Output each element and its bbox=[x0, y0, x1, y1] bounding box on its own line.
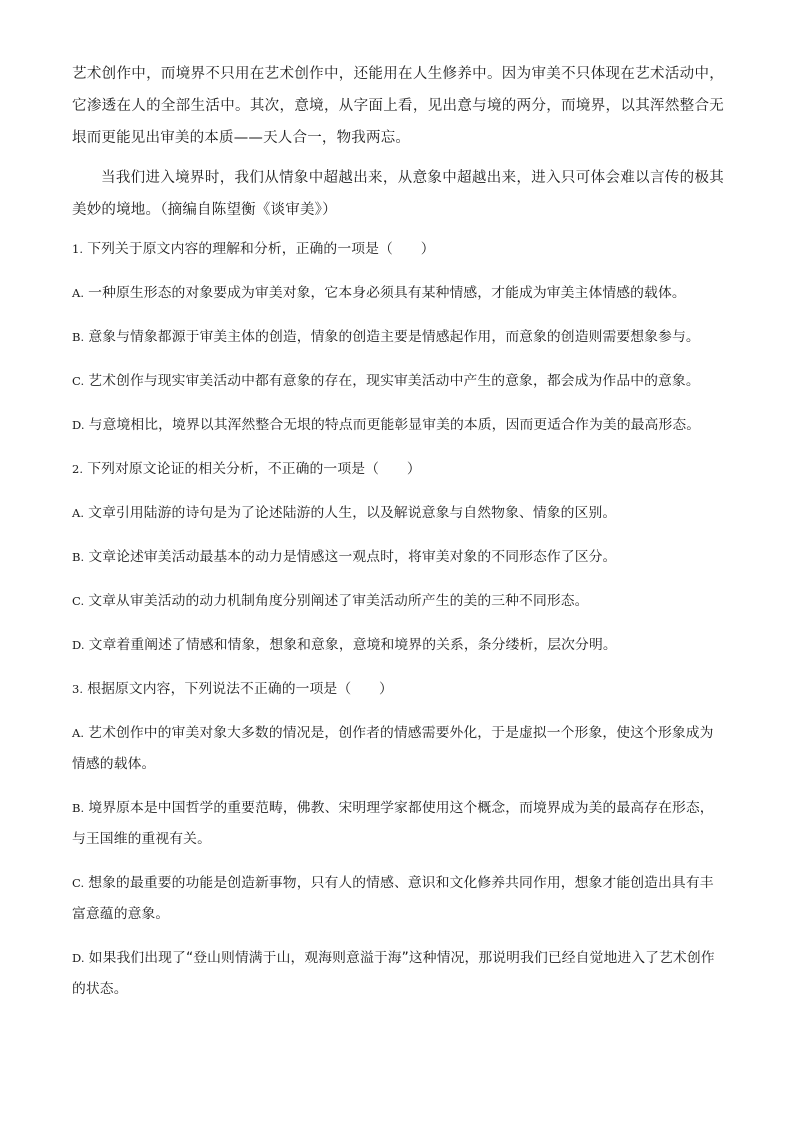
option-letter: B. bbox=[72, 801, 85, 815]
question-number: 1. bbox=[72, 242, 84, 256]
option-d bbox=[72, 943, 724, 1005]
option-letter: D. bbox=[72, 638, 85, 652]
option-c bbox=[72, 366, 724, 397]
option-letter: C. bbox=[72, 876, 85, 890]
option-letter: B. bbox=[72, 330, 85, 344]
option-letter: D. bbox=[72, 951, 85, 965]
option-text: 文章从审美活动的动力机制角度分别阐述了审美活动所产生的美的三种不同形态。 bbox=[88, 593, 589, 609]
option-b bbox=[72, 542, 724, 573]
question-stem bbox=[72, 234, 724, 265]
question-3 bbox=[72, 674, 724, 1005]
option-d bbox=[72, 630, 724, 661]
question-1 bbox=[72, 234, 724, 441]
question-stem bbox=[72, 454, 724, 485]
document-page bbox=[72, 58, 724, 1018]
option-a bbox=[72, 278, 724, 309]
passage-paragraph-2: 当我们进入境界时，我们从情象中超越出来，从意象中超越出来，进入只可体会难以言传的极其美妙的境地。（摘编自陈望衡《谈审美》） bbox=[72, 170, 724, 218]
question-number: 3. bbox=[72, 682, 84, 696]
option-text: 艺术创作与现实审美活动中都有意象的存在，现实审美活动中产生的意象，都会成为作品中的意象。 bbox=[88, 373, 700, 389]
option-d bbox=[72, 410, 724, 441]
question-stem bbox=[72, 674, 724, 705]
question-text: 下列关于原文内容的理解和分析，正确的一项是（ ） bbox=[87, 241, 435, 257]
option-letter: A. bbox=[72, 286, 85, 300]
option-letter: C. bbox=[72, 594, 85, 608]
option-c bbox=[72, 586, 724, 617]
option-a bbox=[72, 498, 724, 529]
option-letter: C. bbox=[72, 374, 85, 388]
option-text: 与意境相比，境界以其浑然整合无垠的特点而更能彰显审美的本质，因而更适合作为美的最高形态。 bbox=[88, 417, 701, 433]
option-b bbox=[72, 322, 724, 353]
option-letter: A. bbox=[72, 506, 85, 520]
passage-paragraph-1: 艺术创作中，而境界不只用在艺术创作中，还能用在人生修养中。因为审美不只体现在艺术活动中，它渗透在人的全部生活中。其次，意境，从字面上看，见出意与境的两分，而境界，以其浑然整合无垠而更能见出审美的本质——天人合一，物我两忘。 bbox=[72, 66, 724, 146]
question-text: 下列对原文论证的相关分析，不正确的一项是（ ） bbox=[87, 461, 421, 477]
option-letter: A. bbox=[72, 726, 85, 740]
question-text: 根据原文内容，下列说法不正确的一项是（ ） bbox=[87, 681, 393, 697]
option-letter: B. bbox=[72, 550, 85, 564]
option-text: 意象与情象都源于审美主体的创造，情象的创造主要是情感起作用，而意象的创造则需要想象参与。 bbox=[88, 329, 700, 345]
option-b bbox=[72, 793, 724, 855]
option-a bbox=[72, 718, 724, 780]
question-number: 2. bbox=[72, 462, 84, 476]
option-text: 文章引用陆游的诗句是为了论述陆游的人生，以及解说意象与自然物象、情象的区别。 bbox=[88, 505, 617, 521]
question-2 bbox=[72, 454, 724, 661]
option-text: 文章着重阐述了情感和情象，想象和意象，意境和境界的关系，条分缕析，层次分明。 bbox=[88, 637, 617, 653]
option-text: 想象的最重要的功能是创造新事物，只有人的情感、意识和文化修养共同作用，想象才能创造出具有丰富意蕴的意象。 bbox=[72, 875, 714, 922]
option-text: 境界原本是中国哲学的重要范畴，佛教、宋明理学家都使用这个概念，而境界成为美的最高存在形态，与王国维的重视有关。 bbox=[72, 800, 714, 847]
option-text: 如果我们出现了“登山则情满于山，观海则意溢于海”这种情况，那说明我们已经自觉地进入了艺术创作的状态。 bbox=[72, 950, 715, 997]
option-letter: D. bbox=[72, 418, 85, 432]
option-text: 文章论述审美活动最基本的动力是情感这一观点时，将审美对象的不同形态作了区分。 bbox=[88, 549, 617, 565]
option-text: 一种原生形态的对象要成为审美对象，它本身必须具有某种情感，才能成为审美主体情感的载体。 bbox=[88, 285, 686, 301]
option-text: 艺术创作中的审美对象大多数的情况是，创作者的情感需要外化，于是虚拟一个形象，使这个形象成为情感的载体。 bbox=[72, 725, 714, 772]
option-c bbox=[72, 868, 724, 930]
